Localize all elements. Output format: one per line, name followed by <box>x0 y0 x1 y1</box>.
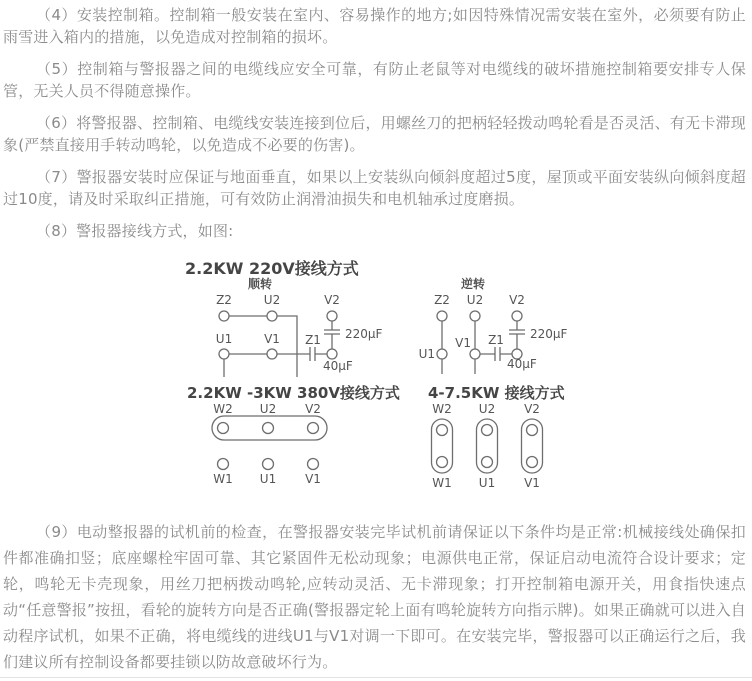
terminal-label-u2: U2 <box>478 402 496 416</box>
terminal-z2 <box>437 311 447 321</box>
terminal-u1 <box>219 349 229 359</box>
paragraph-7: （7）警报器安装时应保证与地面垂直，如果以上安装纵向倾斜度超过5度，屋顶或平面安装纵向倾斜度超过10度，请及时采取纠正措施，可有效防止润滑油损失和电机轴承过度磨损。 <box>3 168 746 208</box>
terminal-label-w1: W1 <box>432 476 452 490</box>
terminal-label-z2: Z2 <box>434 293 450 307</box>
z1-label: Z1 <box>305 333 321 347</box>
terminal-label-u2: U2 <box>263 293 281 307</box>
wiring-diagram-svg <box>180 252 580 502</box>
terminal-label-v2: V2 <box>324 293 340 307</box>
terminal-label-u2: U2 <box>466 293 484 307</box>
terminal-v1 <box>267 349 277 359</box>
diagram-380v <box>187 384 400 486</box>
terminal-w2 <box>437 425 448 436</box>
terminal-cap-junction <box>327 349 337 359</box>
terminal-label-w2: W2 <box>213 402 233 416</box>
terminal-v1 <box>527 457 538 468</box>
terminal-label-v2: V2 <box>524 402 540 416</box>
terminal-v1 <box>470 349 480 359</box>
terminal-u1 <box>263 459 274 470</box>
terminal-label-v1: V1 <box>524 476 540 490</box>
bottom-divider <box>0 677 752 678</box>
terminal-label-u1: U1 <box>418 347 435 361</box>
terminal-label-u2: U2 <box>259 402 277 416</box>
terminal-u2 <box>263 423 274 434</box>
terminal-v2 <box>327 311 337 321</box>
terminal-label-v1: V1 <box>305 472 321 486</box>
forward-rotation-label: 顺转 <box>247 277 273 291</box>
capacitor-220uf-label: 220μF <box>530 327 568 341</box>
paragraph-4: （4）安装控制箱。控制箱一般安装在室内、容易操作的地方;如因特殊情况需安装在室外，必须要有防止雨雪进入箱内的措施，以免造成对控制箱的损坏。 <box>3 6 746 46</box>
title-220v: 2.2KW 220V接线方式 <box>185 259 359 278</box>
capacitor-40uf-label: 40μF <box>323 359 353 373</box>
terminal-label-u1: U1 <box>478 476 496 490</box>
capacitor-40uf-label: 40μF <box>507 357 537 371</box>
terminal-w1 <box>437 457 448 468</box>
terminal-u1 <box>437 349 447 359</box>
title-380v: 2.2KW -3KW 380V接线方式 <box>187 384 400 402</box>
capacitor-40uf-symbol <box>310 347 315 361</box>
terminal-label-w1: W1 <box>213 472 233 486</box>
terminal-label-u1: U1 <box>215 332 233 346</box>
terminal-label-w2: W2 <box>432 402 452 416</box>
terminal-v2 <box>527 425 538 436</box>
terminal-u1 <box>482 457 493 468</box>
terminal-v2 <box>512 311 522 321</box>
terminal-u2 <box>267 311 277 321</box>
terminal-label-v1: V1 <box>264 332 280 346</box>
reverse-rotation-label: 逆转 <box>460 277 486 291</box>
terminal-v2 <box>308 423 319 434</box>
paragraph-6: （6）将警报器、控制箱、电缆线安装连接到位后，用螺丝刀的把柄轻轻拨动鸣轮看是否灵活、有无卡滞现象(严禁直接用手转动鸣轮，以免造成不必要的伤害)。 <box>3 114 746 154</box>
terminal-label-v2: V2 <box>305 402 321 416</box>
diagram-220v-reverse <box>419 276 568 374</box>
z1-label: Z1 <box>488 333 504 347</box>
diagram-4-7-5kw <box>428 384 565 490</box>
paragraph-8: （8）警报器接线方式，如图: <box>36 222 234 240</box>
capacitor-220uf-symbol <box>509 321 525 349</box>
terminal-label-u1: U1 <box>259 472 277 486</box>
wiring-diagram <box>180 252 746 502</box>
terminal-u2 <box>470 311 480 321</box>
terminal-w1 <box>218 459 229 470</box>
capacitor-220uf-label: 220μF <box>345 327 383 341</box>
capacitor-220uf-symbol <box>324 321 340 349</box>
terminal-label-z2: Z2 <box>216 293 232 307</box>
capacitor-40uf-symbol <box>495 347 500 361</box>
paragraph-9: （9）电动整报器的试机前的检查，在警报器安装完毕试机前请保证以下条件均是正常:机械接线处确保扣件都准确扣竖；底座螺栓牢固可靠、其它紧固件无松动现象；电源供电正常，保证启动电流符合设计要求；定轮，鸣轮无卡壳现象，用丝刀把柄拨动鸣轮,应转动灵活、无卡滞现象；打开控制箱电源开关，用食指快速点动“任意警报”按扭，看轮的旋转方向是否正确(警报器定轮上面有鸣轮旋转方向指示牌)。如果正确就可以进入自动程序试机，如果不正确，将电缆线的进线U1与V1对调一下即可。在安装完毕，警报器可以正确运行之后，我们建议所有控制设备都要挂锁以防故意破坏行为。 <box>3 523 746 671</box>
terminal-label-v1: V1 <box>455 336 471 350</box>
wire-z2-u2-trunk <box>224 316 297 377</box>
terminal-w2 <box>218 423 229 434</box>
paragraph-5: （5）控制箱与警报器之间的电缆线应安全可靠，有防止老鼠等对电缆线的破坏措施控制箱要安排专人保管，无关人员不得随意操作。 <box>3 60 746 100</box>
terminal-v1 <box>308 459 319 470</box>
diagram-220v-forward <box>216 276 383 377</box>
terminal-u2 <box>482 425 493 436</box>
terminal-z2 <box>219 311 229 321</box>
title-4-7-5kw: 4-7.5KW 接线方式 <box>428 384 565 402</box>
terminal-label-v2: V2 <box>509 293 525 307</box>
